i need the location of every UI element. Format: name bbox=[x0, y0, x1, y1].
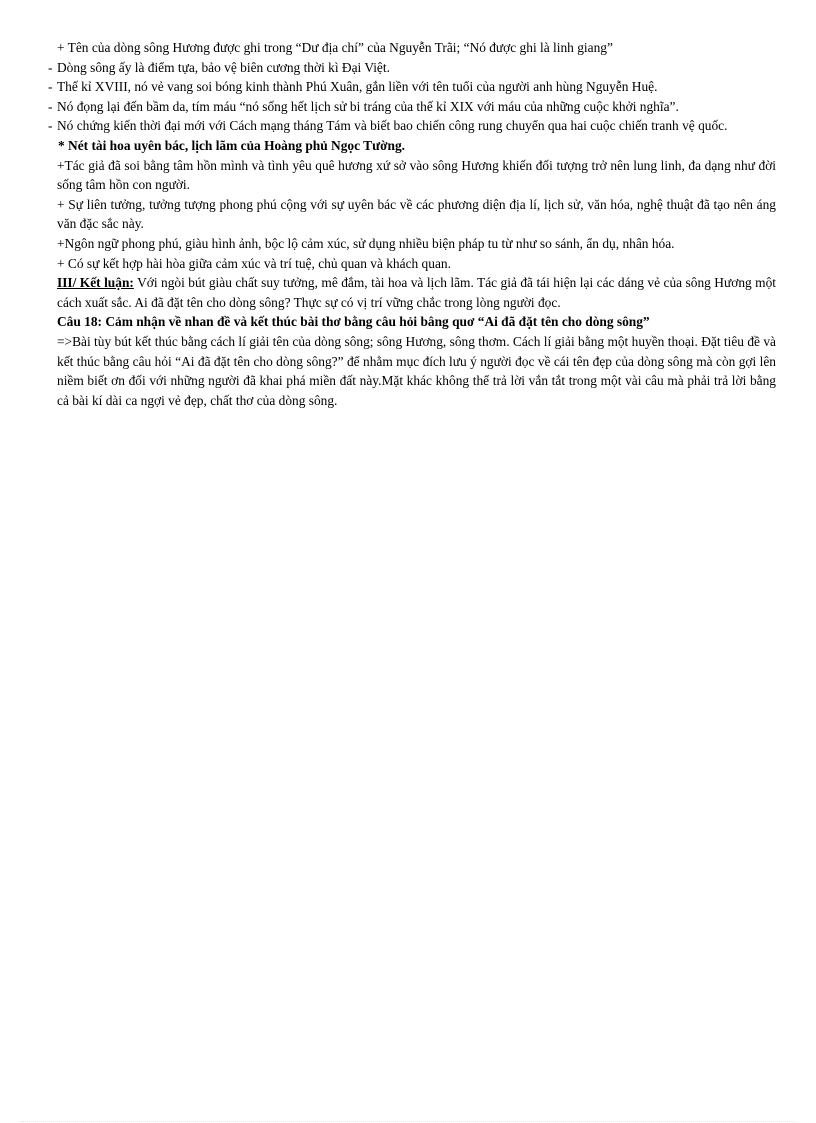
bullet-text: Thế kỉ XVIII, nó vẻ vang soi bóng kinh thành Phú Xuân, gắn liền với tên tuổi của người anh hùng Nguyễn Huệ. bbox=[57, 79, 658, 95]
paragraph-linh-giang: + Tên của dòng sông Hương được ghi trong “Dư địa chí” của Nguyễn Trãi; “Nó được ghi là linh giang” bbox=[57, 40, 613, 55]
bullet-the-ki-xix bbox=[48, 97, 776, 117]
dash-marker: - bbox=[48, 118, 53, 134]
dash-marker: - bbox=[48, 79, 53, 95]
conclusion-label: III/ Kết luận: bbox=[57, 275, 134, 291]
paragraph-hai-hoa: + Có sự kết hợp hài hòa giữa cảm xúc và trí tuệ, chủ quan và khách quan. bbox=[57, 255, 451, 271]
paragraph-ket-luan bbox=[48, 273, 776, 312]
paragraph-tam-hon: +Tác giả đã soi bằng tâm hồn mình và tình yêu quê hương xứ sở vào sông Hương khiến đối tượng trở nên lung linh, đa dạng như đời sống tâm hồn con người. bbox=[57, 157, 776, 193]
paragraph-lien-tuong: + Sự liên tưởng, tưởng tượng phong phú cộng với sự uyên bác về các phương diện địa lí, lịch sử, văn hóa, nghệ thuật đã tạo nên áng văn đặc sắc này. bbox=[57, 196, 776, 232]
bullet-text: Dòng sông ấy là điểm tựa, bảo vệ biên cương thời kì Đại Việt. bbox=[57, 59, 390, 75]
conclusion-text: Với ngòi bút giàu chất suy tưởng, mê đắm, tài hoa và lịch lãm. Tác giả đã tái hiện lại các dáng vẻ của sông Hương một cách xuất sắc. Ai đã đặt tên cho dòng sông? Thực sự có vị trí vững chắc trong lòng người đọc. bbox=[57, 275, 776, 310]
bullet-text: Nó đọng lại đến bầm da, tím máu “nó sống hết lịch sử bi tráng của thế kỉ XIX với máu của những cuộc khởi nghĩa”. bbox=[57, 98, 679, 114]
dash-marker: - bbox=[48, 98, 53, 114]
section-heading-tai-hoa: * Nét tài hoa uyên bác, lịch lãm của Hoàng phủ Ngọc Tường. bbox=[58, 137, 406, 153]
dash-marker: - bbox=[48, 59, 53, 75]
page-bottom-divider bbox=[20, 1121, 796, 1122]
bullet-cach-mang bbox=[48, 116, 776, 136]
document-body bbox=[48, 38, 776, 410]
bullet-text: Nó chứng kiến thời đại mới với Cách mạng tháng Tám và biết bao chiến công rung chuyển qua hai cuộc chiến tranh vệ quốc. bbox=[57, 118, 728, 134]
question-heading: Câu 18: Cảm nhận về nhan đề và kết thúc bài thơ bằng câu hỏi bâng quơ “Ai đã đặt tên cho dòng sông” bbox=[57, 314, 650, 330]
bullet-phu-xuan bbox=[48, 77, 776, 97]
paragraph-answer: =>Bài tùy bút kết thúc bằng cách lí giải tên của dòng sông; sông Hương, sông thơm. Cách lí giải bằng một huyền thoại. Đặt tiêu đề và kết thúc bằng câu hỏi “Ai đã đặt tên cho dòng sông?” để nhằm mục đích lưu ý người đọc về cái tên đẹp của dòng sông mà còn gợi lên niềm biết ơn đối với những người đã khai phá miền đất này.Mặt khác không thể trả lời vắn tắt trong một vài câu mà phải trả lời bằng cả bài kí dài ca ngợi vẻ đẹp, chất thơ của dòng sông. bbox=[57, 333, 776, 408]
bullet-dai-viet bbox=[48, 58, 776, 78]
paragraph-ngon-ngu: +Ngôn ngữ phong phú, giàu hình ảnh, bộc lộ cảm xúc, sử dụng nhiều biện pháp tu từ như so sánh, ẩn dụ, nhân hóa. bbox=[57, 235, 675, 251]
